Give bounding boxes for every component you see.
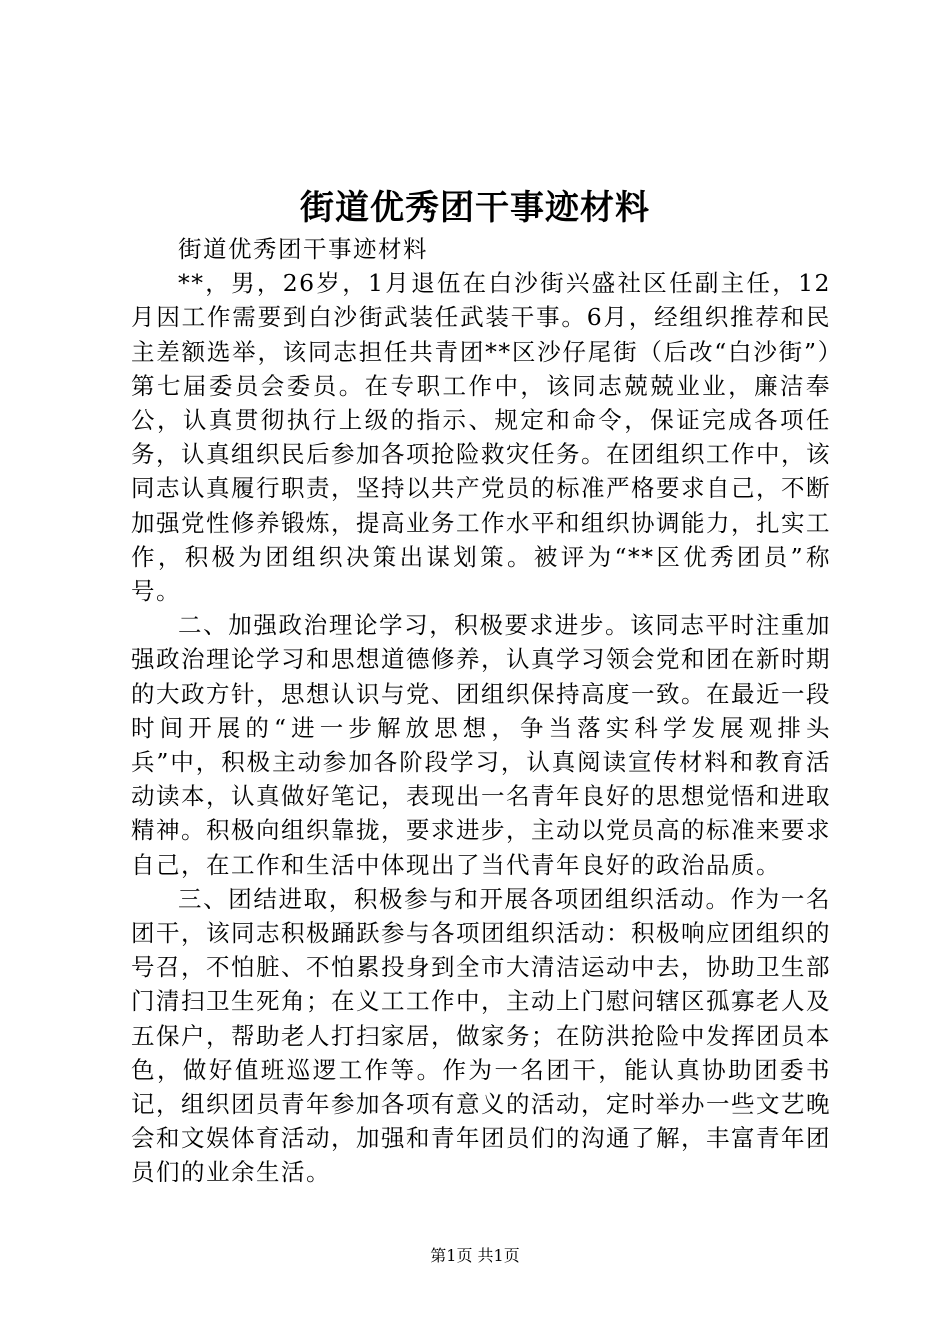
body-paragraph-political-study: 二、加强政治理论学习，积极要求进步。该同志平时注重加强政治理论学习和思想道德修养，认真学习领会党和团在新时期的大政方针，思想认识与党、团组织保持高度一致。在最近一段时间开展的“进一步解放思想，争当落实科学发展观排头兵”中，积极主动参加各阶段学习，认真阅读宣传材料和教育活动读本，认真做好笔记，表现出一名青年良好的思想觉悟和进取精神。积极向组织靠拢，要求进步，主动以党员高的标准来要求自己，在工作和生活中体现出了当代青年良好的政治品质。 <box>131 611 831 879</box>
body-paragraph-intro: **，男，26岁，1月退伍在白沙街兴盛社区任副主任，12月因工作需要到白沙街武装任武装干事。6月，经组织推荐和民主差额选举，该同志担任共青团**区沙仔尾街（后改“白沙街”）第七届委员会委员。在专职工作中，该同志兢兢业业，廉洁奉公，认真贯彻执行上级的指示、规定和命令，保证完成各项任务，认真组织民后参加各项抢险救灾任务。在团组织工作中，该同志认真履行职责，坚持以共产党员的标准严格要求自己，不断加强党性修养锻炼，提高业务工作水平和组织协调能力，扎实工作，积极为团组织决策出谋划策。被评为“**区优秀团员”称号。 <box>131 269 831 606</box>
document-title: 街道优秀团干事迹材料 <box>300 188 650 228</box>
page-number-footer: 第1页 共1页 <box>430 1246 520 1265</box>
body-paragraph-activities: 三、团结进取，积极参与和开展各项团组织活动。作为一名团干，该同志积极踊跃参与各项团组织活动：积极响应团组织的号召，不怕脏、不怕累投身到全市大清洁运动中去，协助卫生部门清扫卫生死角；在义工工作中，主动上门慰问辖区孤寡老人及五保户，帮助老人打扫家居，做家务；在防洪抢险中发挥团员本色，做好值班巡逻工作等。作为一名团干，能认真协助团委书记，组织团员青年参加各项有意义的活动，定时举办一些文艺晚会和文娱体育活动，加强和青年团员们的沟通了解，丰富青年团员们的业余生活。 <box>131 884 831 1187</box>
body-paragraph-subtitle: 街道优秀团干事迹材料 <box>178 235 428 263</box>
document-body <box>131 232 831 1190</box>
